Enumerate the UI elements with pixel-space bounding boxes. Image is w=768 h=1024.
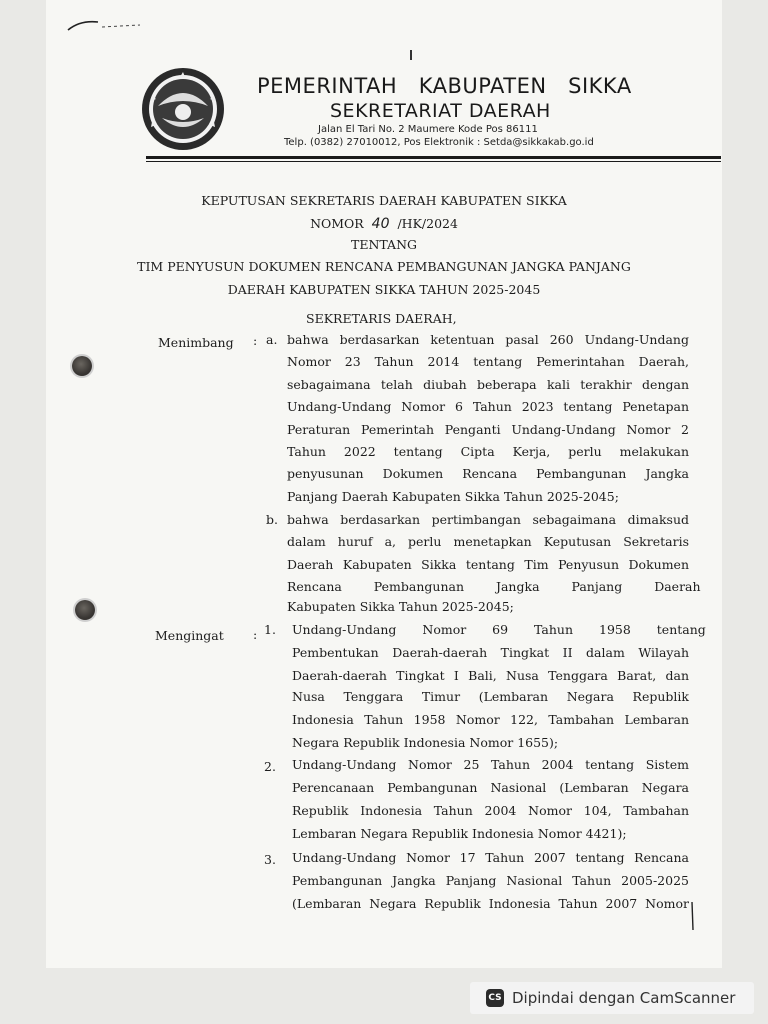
punch-hole — [75, 600, 95, 620]
mengingat-colon: : — [253, 627, 258, 642]
nomor-suffix: /HK/2024 — [397, 216, 458, 231]
mengingat-3-line: Undang-Undang Nomor 17 Tahun 2007 tentang Rencana — [292, 850, 689, 865]
mengingat-2-line: Lembaran Negara Republik Indonesia Nomor 4421); — [292, 826, 627, 841]
menimbang-a-line: sebagaimana telah diubah beberapa kali terakhir dengan — [287, 377, 689, 392]
menimbang-b-line: bahwa berdasarkan pertimbangan sebagaimana dimaksud — [287, 512, 689, 527]
mengingat-2-line: Republik Indonesia Tahun 2004 Nomor 104, Tambahan — [292, 803, 689, 818]
mengingat-2-line: Undang-Undang Nomor 25 Tahun 2004 tentang Sistem — [292, 757, 689, 772]
mengingat-marker-2: 2. — [264, 759, 276, 774]
menimbang-b-line: Rencana Pembangunan Jangka Panjang Daerah — [287, 579, 701, 594]
mengingat-1-line: Indonesia Tahun 1958 Nomor 122, Tambahan Lembaran — [292, 712, 689, 727]
mengingat-1-line: Pembentukan Daerah-daerah Tingkat II dalam Wilayah — [292, 645, 689, 660]
mengingat-3-line: (Lembaran Negara Republik Indonesia Tahun 2007 Nomor — [292, 896, 689, 911]
mengingat-1-line: Negara Republik Indonesia Nomor 1655); — [292, 735, 559, 750]
pen-mark — [686, 900, 698, 934]
camscanner-icon: CS — [486, 989, 504, 1007]
emblem-logo-icon — [140, 66, 226, 152]
menimbang-marker-b: b. — [266, 512, 278, 527]
mengingat-2-line: Perencanaan Pembangunan Nasional (Lembaran Negara — [292, 780, 689, 795]
letterhead-subtitle: SEKRETARIAT DAERAH — [330, 100, 551, 122]
menimbang-a-line: penyusunan Dokumen Rencana Pembangunan Jangka — [287, 466, 689, 481]
mengingat-1-line: Undang-Undang Nomor 69 Tahun 1958 tentang — [292, 622, 706, 637]
subject-line-1: TIM PENYUSUN DOKUMEN RENCANA PEMBANGUNAN JANGKA PANJANG — [137, 259, 631, 274]
mengingat-marker-1: 1. — [264, 622, 276, 637]
letterhead-rule-thin — [146, 161, 721, 162]
decree-number — [46, 216, 722, 232]
mengingat-marker-3: 3. — [264, 852, 276, 867]
tentang-heading: TENTANG — [350, 237, 417, 252]
mengingat-label: Mengingat — [155, 628, 224, 643]
menimbang-a-line: Panjang Daerah Kabupaten Sikka Tahun 2025-2045; — [287, 489, 619, 504]
pen-scribble — [66, 16, 146, 36]
camscanner-watermark — [470, 982, 754, 1014]
camscanner-label: Dipindai dengan CamScanner — [512, 989, 736, 1007]
mengingat-1-line: Nusa Tenggara Timur (Lembaran Negara Republik — [292, 689, 689, 704]
letterhead-title: PEMERINTAH KABUPATEN SIKKA — [257, 74, 632, 98]
menimbang-a-line: Nomor 23 Tahun 2014 tentang Pemerintahan Daerah, — [287, 354, 689, 369]
menimbang-a-line: bahwa berdasarkan ketentuan pasal 260 Undang-Undang — [287, 332, 689, 347]
punch-hole — [72, 356, 92, 376]
menimbang-a-line: Peraturan Pemerintah Penganti Undang-Undang Nomor 2 — [287, 422, 689, 437]
nomor-handwritten: 40 — [371, 216, 390, 232]
letterhead-contact: Telp. (0382) 27010012, Pos Elektronik : Setda@sikkakab.go.id — [284, 137, 594, 148]
decree-title: KEPUTUSAN SEKRETARIS DAERAH KABUPATEN SIKKA — [201, 193, 567, 208]
menimbang-marker-a: a. — [266, 332, 278, 347]
mengingat-1-line: Daerah-daerah Tingkat I Bali, Nusa Tenggara Barat, dan — [292, 668, 689, 683]
menimbang-a-line: Undang-Undang Nomor 6 Tahun 2023 tentang Penetapan — [287, 399, 689, 414]
menimbang-colon: : — [253, 333, 258, 348]
authority-heading: SEKRETARIS DAERAH, — [306, 311, 457, 326]
menimbang-label: Menimbang — [158, 335, 234, 350]
menimbang-b-line: dalam huruf a, perlu menetapkan Keputusan Sekretaris — [287, 534, 689, 549]
mengingat-3-line: Pembangunan Jangka Panjang Nasional Tahun 2005-2025 — [292, 873, 689, 888]
menimbang-a-line: Tahun 2022 tentang Cipta Kerja, perlu melakukan — [287, 444, 689, 459]
menimbang-b-line: Daerah Kabupaten Sikka tentang Tim Penyusun Dokumen — [287, 557, 689, 572]
letterhead-rule-thick — [146, 156, 721, 159]
letterhead-address: Jalan El Tari No. 2 Maumere Kode Pos 86111 — [318, 124, 538, 135]
page-mark — [410, 50, 412, 60]
subject-line-2: DAERAH KABUPATEN SIKKA TAHUN 2025-2045 — [227, 282, 541, 297]
nomor-prefix: NOMOR — [310, 216, 364, 231]
menimbang-b-line: Kabupaten Sikka Tahun 2025-2045; — [287, 599, 514, 614]
